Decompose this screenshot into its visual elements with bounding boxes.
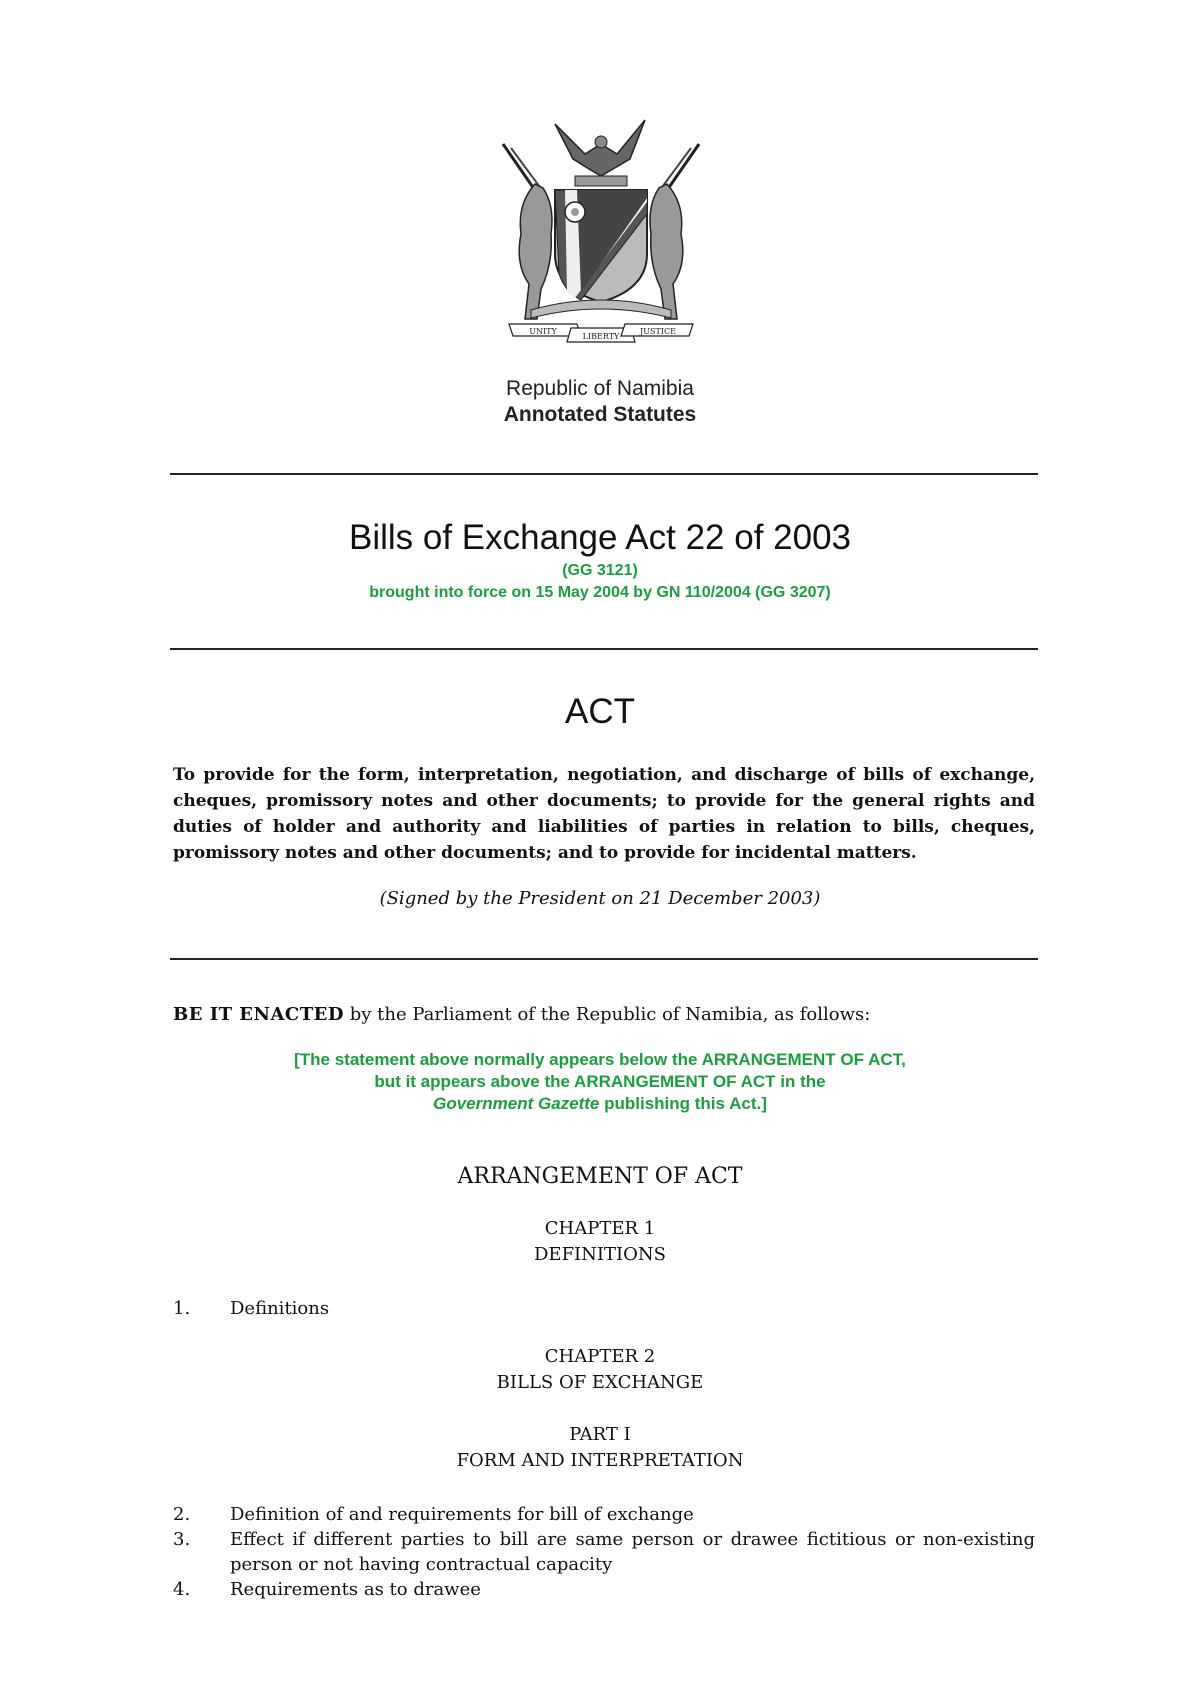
annotated-statutes-label: Annotated Statutes — [503, 403, 697, 426]
section-title: Definition of and requirements for bill of exchange — [230, 1504, 694, 1525]
divider — [170, 648, 1038, 650]
section-title: Definitions — [230, 1298, 330, 1319]
svg-text:UNITY: UNITY — [529, 327, 557, 336]
section-number: 3. — [173, 1529, 191, 1550]
editorial-note-line: [The statement above normally appears below the ARRANGEMENT OF ACT, — [294, 1050, 906, 1069]
act-heading: ACT — [565, 692, 635, 731]
section-title: Requirements as to drawee — [230, 1579, 481, 1600]
long-title — [173, 762, 1035, 866]
signed-note: (Signed by the President on 21 December 2003) — [379, 888, 821, 909]
enacting-rest: by the Parliament of the Republic of Namibia, as follows: — [343, 1004, 871, 1025]
commencement-note: brought into force on 15 May 2004 by GN 110/2004 (GG 3207) — [369, 584, 831, 601]
editorial-note-line — [0, 1094, 1200, 1114]
enacting-formula — [173, 1004, 1035, 1025]
chapter-name: BILLS OF EXCHANGE — [496, 1372, 704, 1393]
enacting-lead: BE IT ENACTED — [173, 1004, 344, 1025]
part-label: PART I — [569, 1424, 631, 1445]
part-name: FORM AND INTERPRETATION — [456, 1450, 744, 1471]
gazette-reference: (GG 3121) — [562, 562, 638, 579]
divider — [170, 958, 1038, 960]
svg-text:JUSTICE: JUSTICE — [640, 327, 676, 336]
section-number: 2. — [173, 1504, 191, 1525]
act-title: Bills of Exchange Act 22 of 2003 — [349, 518, 851, 557]
section-title: Effect if different parties to bill are same person or drawee fictitious or non-existing person or not having contractual capacity — [230, 1529, 1035, 1575]
editorial-note-line: but it appears above the ARRANGEMENT OF ACT in the — [374, 1072, 826, 1091]
gazette-italic: Government Gazette — [433, 1094, 600, 1113]
divider — [170, 473, 1038, 475]
section-number: 4. — [173, 1579, 191, 1600]
namibia-coat-of-arms-icon — [495, 114, 707, 346]
long-title-text: To provide for the form, interpretation, negotiation, and discharge of bills of exchange, cheques, promissory notes and other documents; to provide for the general rights and duties of holder and authority and liabilities of parties in relation to bills, cheques, promissory notes and other documents; and to provide for incidental matters. — [173, 765, 1035, 863]
chapter-label: CHAPTER 2 — [544, 1346, 656, 1367]
arrangement-title: ARRANGEMENT OF ACT — [457, 1164, 743, 1189]
section-number: 1. — [173, 1298, 191, 1319]
republic-label: Republic of Namibia — [506, 377, 694, 400]
chapter-label: CHAPTER 1 — [544, 1218, 656, 1239]
editorial-note-rest: publishing this Act.] — [599, 1094, 767, 1113]
chapter-name: DEFINITIONS — [534, 1244, 666, 1265]
svg-text:LIBERTY: LIBERTY — [582, 332, 620, 341]
